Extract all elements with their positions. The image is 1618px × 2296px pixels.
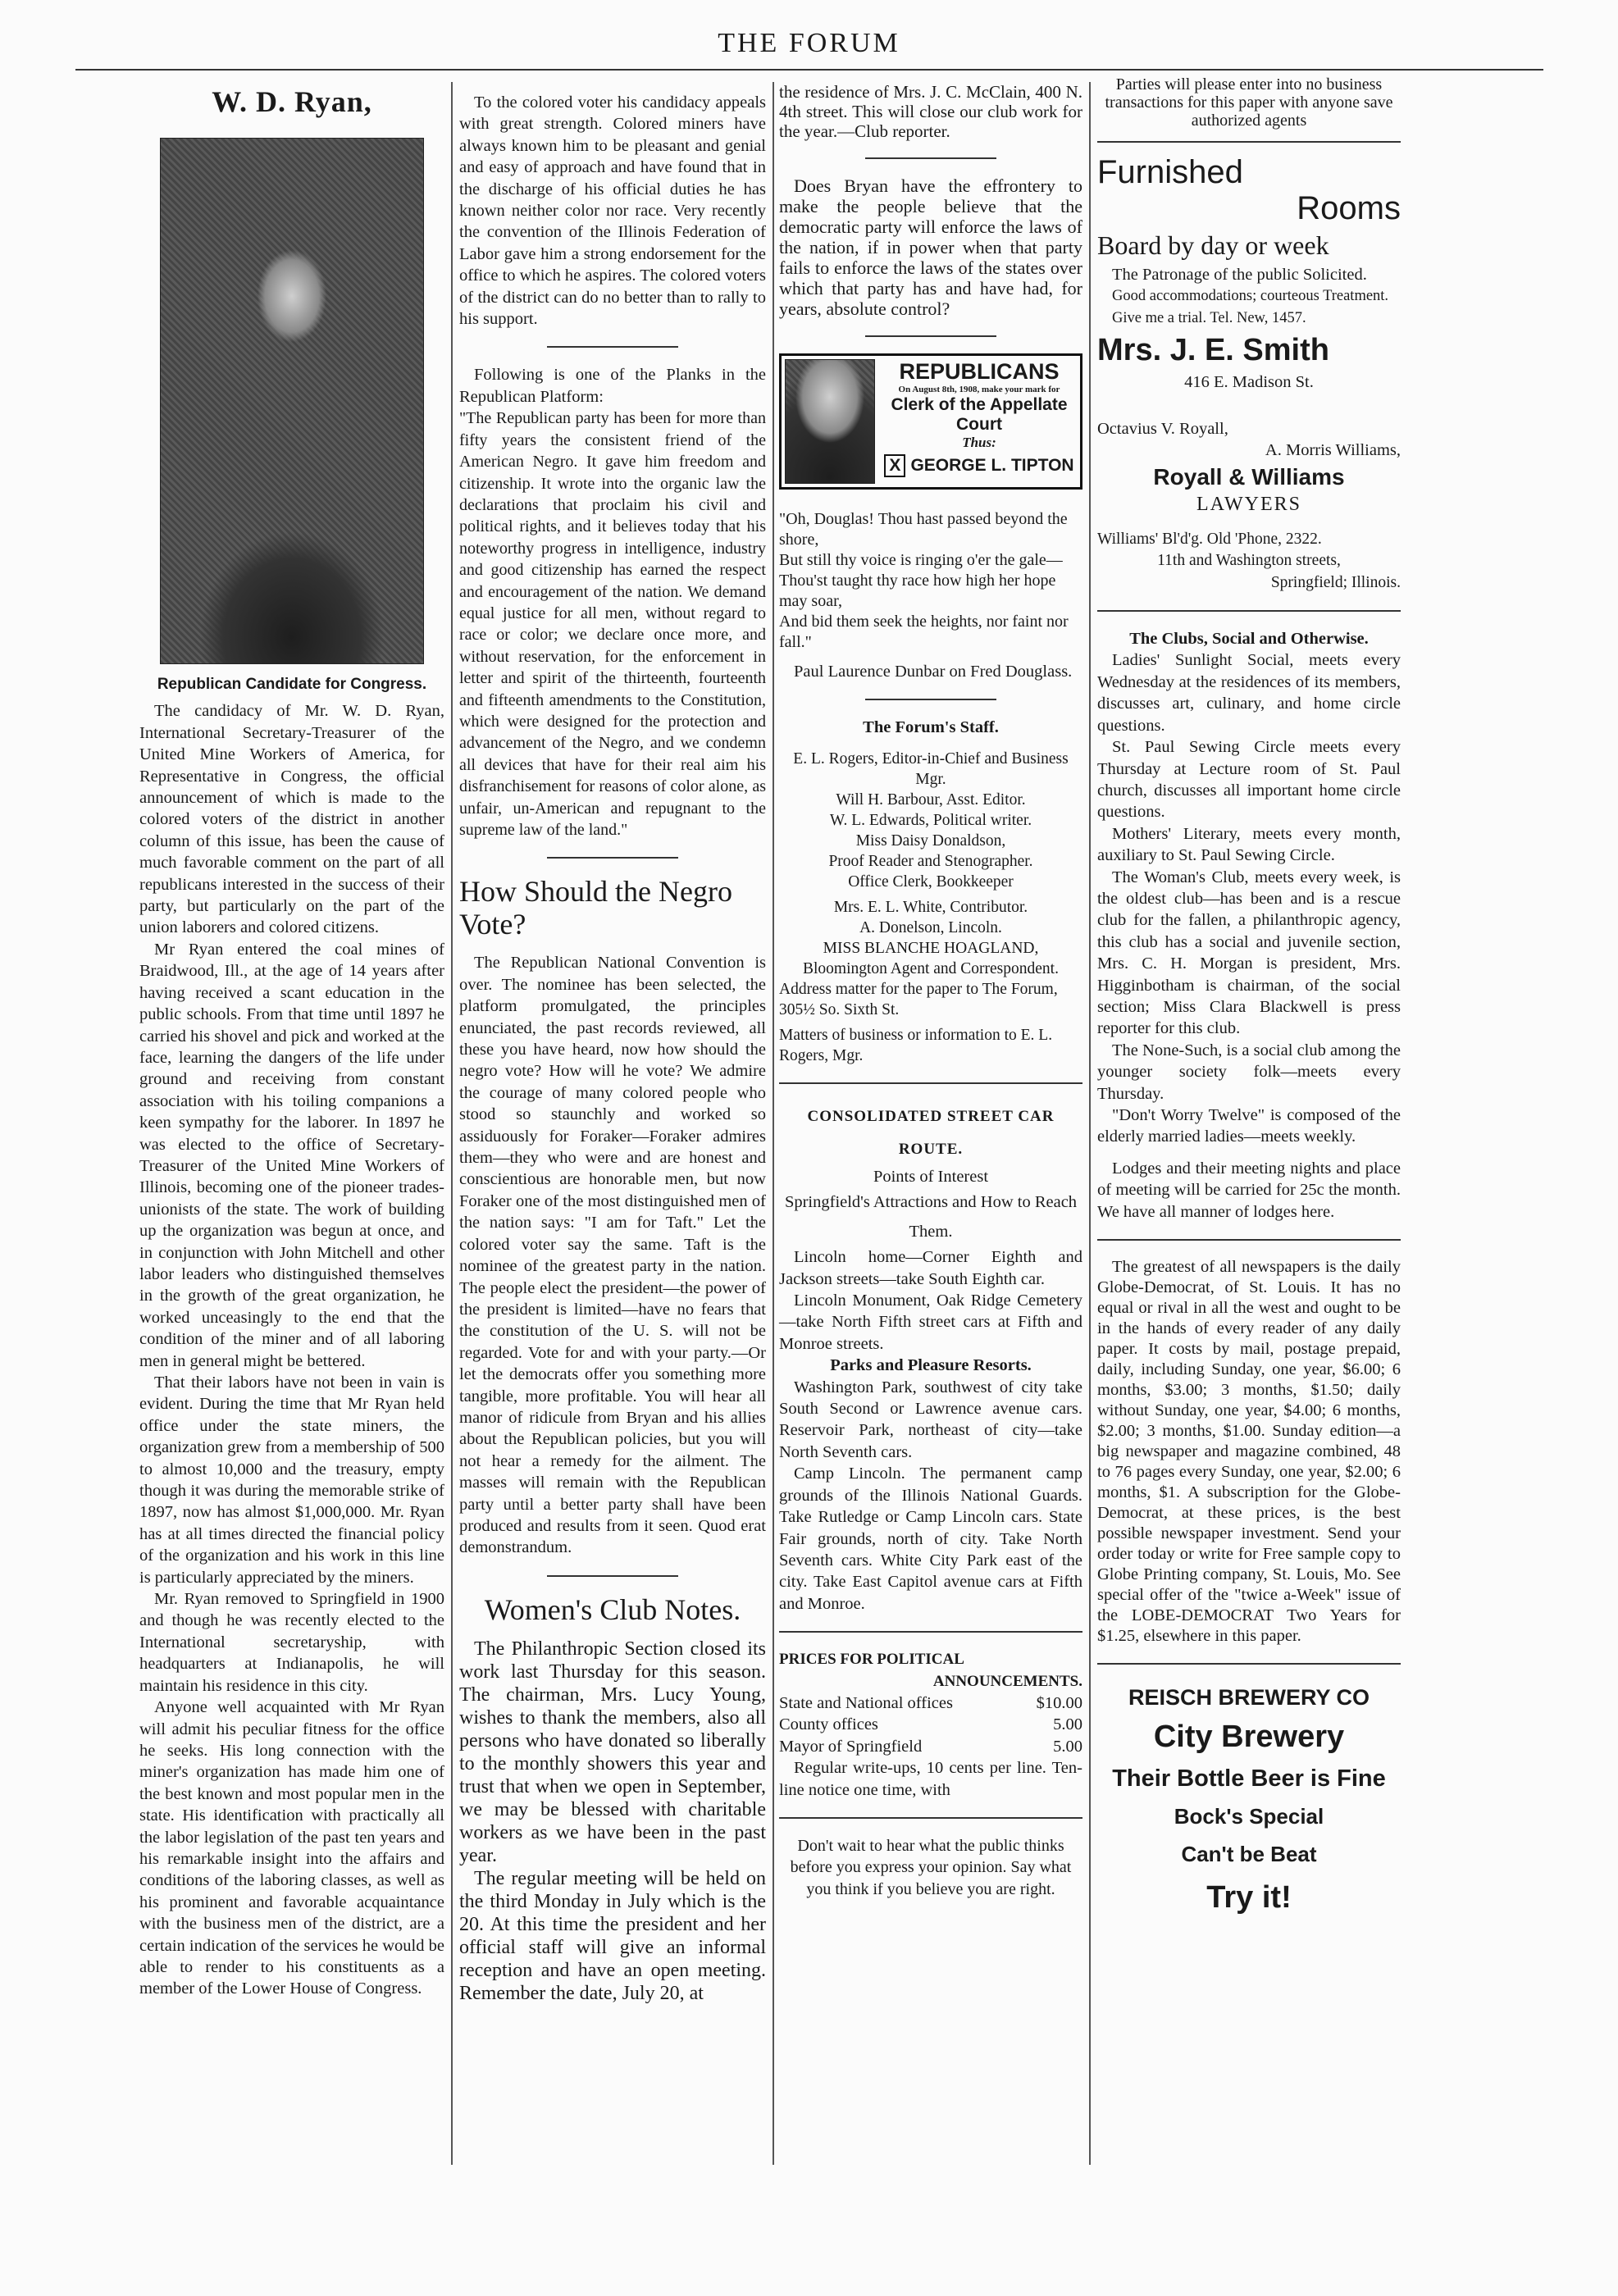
staff-entry: Will H. Barbour, Asst. Editor.	[836, 790, 1026, 809]
poem-line: "Oh, Douglas! Thou hast passed beyond the shore,	[779, 510, 1068, 549]
column-2	[459, 92, 766, 2005]
prices-head: ANNOUNCEMENTS.	[932, 1672, 1082, 1690]
column-rule-3	[1089, 82, 1091, 2165]
plank-intro: Following is one of the Planks in the Republican Platform:	[459, 366, 766, 406]
club-entry: "Don't Worry Twelve" is composed of the elderly married ladies—meets weekly.	[1097, 1106, 1401, 1146]
staff-entry: Mrs. E. L. White, Contributor.	[833, 898, 1028, 916]
divider	[779, 1082, 1082, 1084]
ryan-paragraph: That their labors have not been in vain is evident. During the time that Mr Ryan held office under the state miners, the organization grew from a membership of 500 to almost 10,000 and the treasury, empty though it was during the memorable strike of 1897, now has almost $1,000,000. Mr. Ryan has at all times directed the financial policy of the organization and his work in this line is particularly appreciated by the miners.	[139, 1374, 444, 1587]
column-1	[139, 82, 444, 2000]
lawyers-label: LAWYERS	[1196, 494, 1302, 516]
price-row: Mayor of Springfield 5.00	[779, 1737, 1082, 1756]
divider	[547, 346, 678, 348]
rooms-ad-title: Rooms	[1297, 190, 1401, 226]
brewery-ad-line: City Brewery	[1153, 1720, 1345, 1755]
negro-vote-headline: How Should the Negro Vote?	[459, 875, 732, 941]
parks-entry: Camp Lincoln. The permanent camp grounds of the Illinois National Guards. Take Rutledge or Camp Lincoln cars. State Fair grounds, north of city. Take North Seventh cars. White City Park east of the city. Take East Capitol avenue cars at Fifth and Monroe.	[779, 1465, 1082, 1613]
streetcar-subhead: Points of Interest	[873, 1167, 989, 1186]
parties-notice: Parties will please enter into no business transactions for this paper with anyone save authorized agents	[1105, 75, 1393, 130]
column-rule-1	[451, 82, 453, 2165]
rooms-ad-title: Furnished	[1097, 154, 1243, 190]
staff-entry: A. Donelson, Lincoln.	[859, 918, 1002, 936]
staff-entry: Address matter for the paper to The Forum, 305½ So. Sixth St.	[779, 980, 1058, 1018]
tipton-ad	[779, 353, 1082, 490]
parks-entry: Washington Park, southwest of city take South Second or Lawrence avenue cars. Reservoir Park, northeast of city—take North Seventh cars.	[779, 1378, 1082, 1461]
club-entry: Ladies' Sunlight Social, meets every Wednesday at the residences of its members, discusses art, culinary, and home circle questions.	[1097, 651, 1401, 735]
parks-head: Parks and Pleasure Resorts.	[830, 1356, 1032, 1375]
brewery-ad-line: Try it!	[1206, 1880, 1292, 1916]
poem-credit: Paul Laurence Dunbar on Fred Douglass.	[794, 663, 1073, 681]
tipton-portrait	[785, 359, 875, 484]
price-row: County offices 5.00	[779, 1715, 1082, 1734]
club-entry: St. Paul Sewing Circle meets every Thursday at Lecture room of St. Paul church, discusses all important home circle questions.	[1097, 738, 1401, 822]
prices-note: Regular write-ups, 10 cents per line. Ten-line notice one time, with	[779, 1759, 1082, 1799]
brewery-ad-line: Can't be Beat	[1181, 1842, 1317, 1867]
republican-plank: "The Republican party has been for more than fifty years the consistent friend of the American Negro. It gave him freedom and citizenship. It wrote into the organic law the declarations that proclaim his civil and political rights, and it believes today that his noteworthy progress in intelligence, industry and good citizenship has earned the respect and encouragement of the nation. We demand equal justice for all men, without regard to race or color; we declare once more, and without reservation, for the enforcement in letter and spirit of the thirteenth, fourteenth and fifteenth amendments to the Constitution, which were designed for the protection and advancement of the Negro, and we condemn all devices that have for their real aim his disfranchisement for reasons of color alone, as unfair, un-American and repugnant to the supreme law of the land."	[459, 409, 766, 839]
rooms-ad-line: Good accommodations; courteous Treatment.	[1112, 288, 1389, 305]
brewery-ad-line: REISCH BREWERY CO	[1128, 1685, 1370, 1711]
divider	[865, 157, 996, 159]
law-office: Springfield; Illinois.	[1270, 573, 1401, 591]
ad-line: Thus:	[962, 434, 996, 450]
price-row: State and National offices $10.00	[779, 1693, 1082, 1712]
poem-line: And bid them seek the heights, nor faint nor fall."	[779, 613, 1069, 651]
photo-caption: Republican Candidate for Congress.	[157, 676, 427, 693]
masthead: THE FORUM	[718, 28, 900, 58]
lawyer-name: Octavius V. Royall,	[1097, 419, 1228, 438]
poem-line: Thou'st taught thy race how high her hope may soar,	[779, 572, 1056, 610]
clubs-head: The Clubs, Social and Otherwise.	[1129, 630, 1369, 649]
divider	[1097, 1663, 1401, 1665]
divider	[779, 1817, 1082, 1819]
streetcar-entry: Lincoln home—Corner Eighth and Jackson streets—take South Eighth car.	[779, 1248, 1082, 1288]
portrait-photo	[160, 138, 424, 664]
poem-line: But still thy voice is ringing o'er the gale—	[779, 551, 1063, 569]
ad-candidate	[882, 454, 1077, 477]
dunbar-poem	[779, 509, 1082, 653]
law-office: 11th and Washington streets,	[1157, 552, 1341, 570]
staff-entry: Office Clerk, Bookkeeper	[848, 872, 1014, 891]
staff-entry: Proof Reader and Stenographer.	[828, 852, 1033, 870]
divider	[1097, 141, 1401, 143]
rooms-ad-line: Give me a trial. Tel. New, 1457.	[1112, 309, 1306, 326]
brewery-ad-line: Bock's Special	[1174, 1804, 1324, 1829]
article-title-ryan: W. D. Ryan,	[212, 85, 372, 118]
staff-entry: W. L. Edwards, Political writer.	[829, 811, 1032, 829]
divider	[1097, 610, 1401, 612]
staff-entry: MISS BLANCHE HOAGLAND,	[823, 939, 1039, 957]
womens-club-notes: The regular meeting will be held on the third Monday in July which is the 20. At this time the president and her official staff will give an informal reception and have an open meeting. Remember the date, July 20, at	[459, 1867, 766, 2004]
womens-club-notes: The Philanthropic Section closed its work last Thursday for this season. The chairman, Mrs. Lucy Young, wishes to thank the members, also all persons who have donated so liberally to the monthly showers this year and trust that when we open in September, we may be blessed with charitable workers as we have been in the past year.	[459, 1638, 766, 1866]
staff-list	[779, 749, 1082, 1066]
globe-democrat-ad: The greatest of all newspapers is the daily Globe-Democrat, of St. Louis. It has no equal or rival in all the west and ought to be in the hands of every reader of any daily paper. It costs by mail, postage prepaid, daily, including Sunday, one year, $6.00; 6 months, $3.00; 3 months, $1.50; daily without Sunday, one year, $4.00; 6 months, $2.00; 3 months, $1.00. Sunday edition—a big newspaper and magazine combined, 48 to 76 pages every Sunday, one year, $2.00; 6 months, $1. A subscription for the Globe-Democrat, at these prices, is the best possible newspaper investment. Send your order today or write for Free sample copy to Globe Printing company, St. Louis, Mo. See special offer of the "twice a-Week" issue of the LOBE-DEMOCRAT Two Years for $1.25, elsewhere in this paper.	[1097, 1258, 1401, 1646]
smith-address: 416 E. Madison St.	[1184, 373, 1314, 392]
club-entry: The None-Such, is a social club among the younger society folk—meets every Thursday.	[1097, 1041, 1401, 1103]
staff-entry: Bloomington Agent and Correspondent.	[803, 959, 1059, 977]
ryan-paragraph: The candidacy of Mr. W. D. Ryan, International Secretary-Treasurer of the United Mine Workers of America, for Representative in Congress, the official announcement of which is made to the colored voters of the district in another column of this issue, has been the cause of much favorable comment on the part of all republicans interested in the success of their party, but particularly on the part of the union laborers and colored citizens.	[139, 702, 444, 937]
column-4	[1097, 75, 1401, 1922]
lawyer-name: A. Morris Williams,	[1265, 441, 1401, 460]
law-firm: Royall & Williams	[1153, 464, 1345, 490]
womens-club-headline: Women's Club Notes.	[484, 1592, 741, 1626]
club-entry: The Woman's Club, meets every week, is the oldest club—has been and is a rescue club for the fallen, a philanthropic agency, this club has a social and juvenile section, Mrs. C. H. Morgan is president, Mrs. Higginbotham is chairman, of the social section; Miss Clara Blackwell is press reporter for this club.	[1097, 868, 1401, 1038]
dont-wait-note: Don't wait to hear what the public thinks before you express your opinion. Say what you think if you believe you are right.	[790, 1836, 1072, 1898]
bryan-editorial: Does Bryan have the effrontery to make the people believe that the democratic party will enforce the laws of the nation, if in power when that party fails to enforce the laws of the states over which that party has and have had, for years, absolute control?	[779, 175, 1082, 319]
negro-vote-article: The Republican National Convention is over. The nominee has been selected, the platform promulgated, the principles enunciated, the past records reviewed, all these you have heard, now how should the negro vote? How will he vote? We admire the courage of many colored people who stood so staunchly and worked so assiduously for Foraker—Foraker admires them—they who were and are honest and conscientious are honorable men, but now Foraker one of the most distinguished men of the nation says: "I am for Taft." Let the colored voter say the same. Taft is the nominee of the greatest party in the nation. The people elect the president—the power of the president is limited—have no fears that the constitution of the U. S. will not be regarded. Vote for and with your party.—Or let the democrats offer you something more tangible, more profitable. You will hear all manor of ridicule from Bryan and his allies about the Republican policies, but you will not hear a remedy for the ailment. The masses will remain with the Republican party until a better party shall have been produced and results from it seen. Quod erat demonstrandum.	[459, 954, 766, 1557]
brewery-ad-line: Their Bottle Beer is Fine	[1112, 1765, 1386, 1793]
ad-title: REPUBLICANS	[899, 359, 1060, 384]
ballot-mark: X	[884, 454, 905, 477]
ryan-paragraph: Mr Ryan entered the coal mines of Braidwood, Ill., at the age of 14 years after having received a scant education in the public schools. From that time until 1897 he carried his shovel and pick and worked at the face, learning the dangers of the life under ground and receiving from constant association with his toiling companions a keen sympathy for the laborer. In 1897 he was elected to the office of Secretary-Treasurer of the United Mine Workers of Illinois, becoming one of the pioneer trades-unionists of the state. The work of building up the organization was begun at once, and in conjunction with John Mitchell and other labor leaders who distinguished themselves in the growth of the great organization, he worked unceasingly to the end that the condition of the miner and of all laboring men in general might be bettered.	[139, 940, 444, 1370]
divider	[547, 857, 678, 859]
divider	[779, 1631, 1082, 1633]
staff-head: The Forum's Staff.	[863, 718, 999, 737]
column-rule-2	[773, 82, 774, 2165]
masthead-rule	[75, 69, 1543, 71]
ryan-paragraph: Anyone well acquainted with Mr Ryan will admit his peculiar fitness for the office he seeks. His long connection with the miner's organization has made him one of the best known and most popular men in the state. His identification with practically all the labor legislation of the past ten years and his remarkable insight into the affairs and conditions of the laboring classes, as well as his prominent and favorable acquaintance with the business men of the district, are a certain indication of the services he would be able to render to his constituents as a member of the Lower House of Congress.	[139, 1698, 444, 1998]
streetcar-entry: Lincoln Monument, Oak Ridge Cemetery—take North Fifth street cars at Fifth and Monroe streets.	[779, 1292, 1082, 1353]
ad-office: Clerk of the Appellate Court	[891, 394, 1068, 434]
smith-name: Mrs. J. E. Smith	[1097, 333, 1329, 368]
divider	[547, 1575, 678, 1577]
law-office: Williams' Bl'd'g. Old 'Phone, 2322.	[1097, 530, 1322, 548]
ad-line: On August 8th, 1908, make your mark for	[898, 385, 1060, 395]
candidate-name: GEORGE L. TIPTON	[910, 455, 1074, 475]
divider	[865, 699, 996, 700]
ryan-paragraph: Mr. Ryan removed to Springfield in 1900 and though he was recently elected to the International secretaryship, with headquarters at Indianapolis, he will maintain his residence in this city.	[139, 1590, 444, 1695]
club-entry: Lodges and their meeting nights and place of meeting will be carried for 25c the month. We have all manner of lodges here.	[1097, 1159, 1401, 1221]
streetcar-head: CONSOLIDATED STREET CAR ROUTE.	[807, 1107, 1055, 1158]
streetcar-subhead: Springfield's Attractions and How to Reach Them.	[784, 1193, 1078, 1241]
prices-head: PRICES FOR POLITICAL	[779, 1651, 964, 1669]
club-continued: the residence of Mrs. J. C. McClain, 400 N. 4th street. This will close our club work for the year.—Club reporter.	[779, 82, 1082, 141]
ryan-continued: To the colored voter his candidacy appeals with great strength. Colored miners have always known him to be pleasant and genial and easy of approach and have found that in the discharge of his official duties he has known neither color nor race. Very recently the convention of the Illinois Federation of Labor gave him a strong endorsement for the office to which he aspires. The colored voters of the district can do no better than to rally to his support.	[459, 93, 766, 329]
divider	[865, 335, 996, 337]
tipton-ad-text	[882, 359, 1077, 484]
board-line: Board by day or week	[1097, 230, 1329, 260]
divider	[1097, 1239, 1401, 1241]
club-entry: Mothers' Literary, meets every month, auxiliary to St. Paul Sewing Circle.	[1097, 824, 1401, 865]
rooms-ad-line: The Patronage of the public Solicited.	[1112, 266, 1367, 284]
staff-entry: Matters of business or information to E. L. Rogers, Mgr.	[779, 1026, 1053, 1064]
column-3	[779, 82, 1082, 1900]
staff-entry: Miss Daisy Donaldson,	[855, 831, 1006, 850]
staff-entry: E. L. Rogers, Editor-in-Chief and Business Mgr.	[793, 749, 1069, 788]
